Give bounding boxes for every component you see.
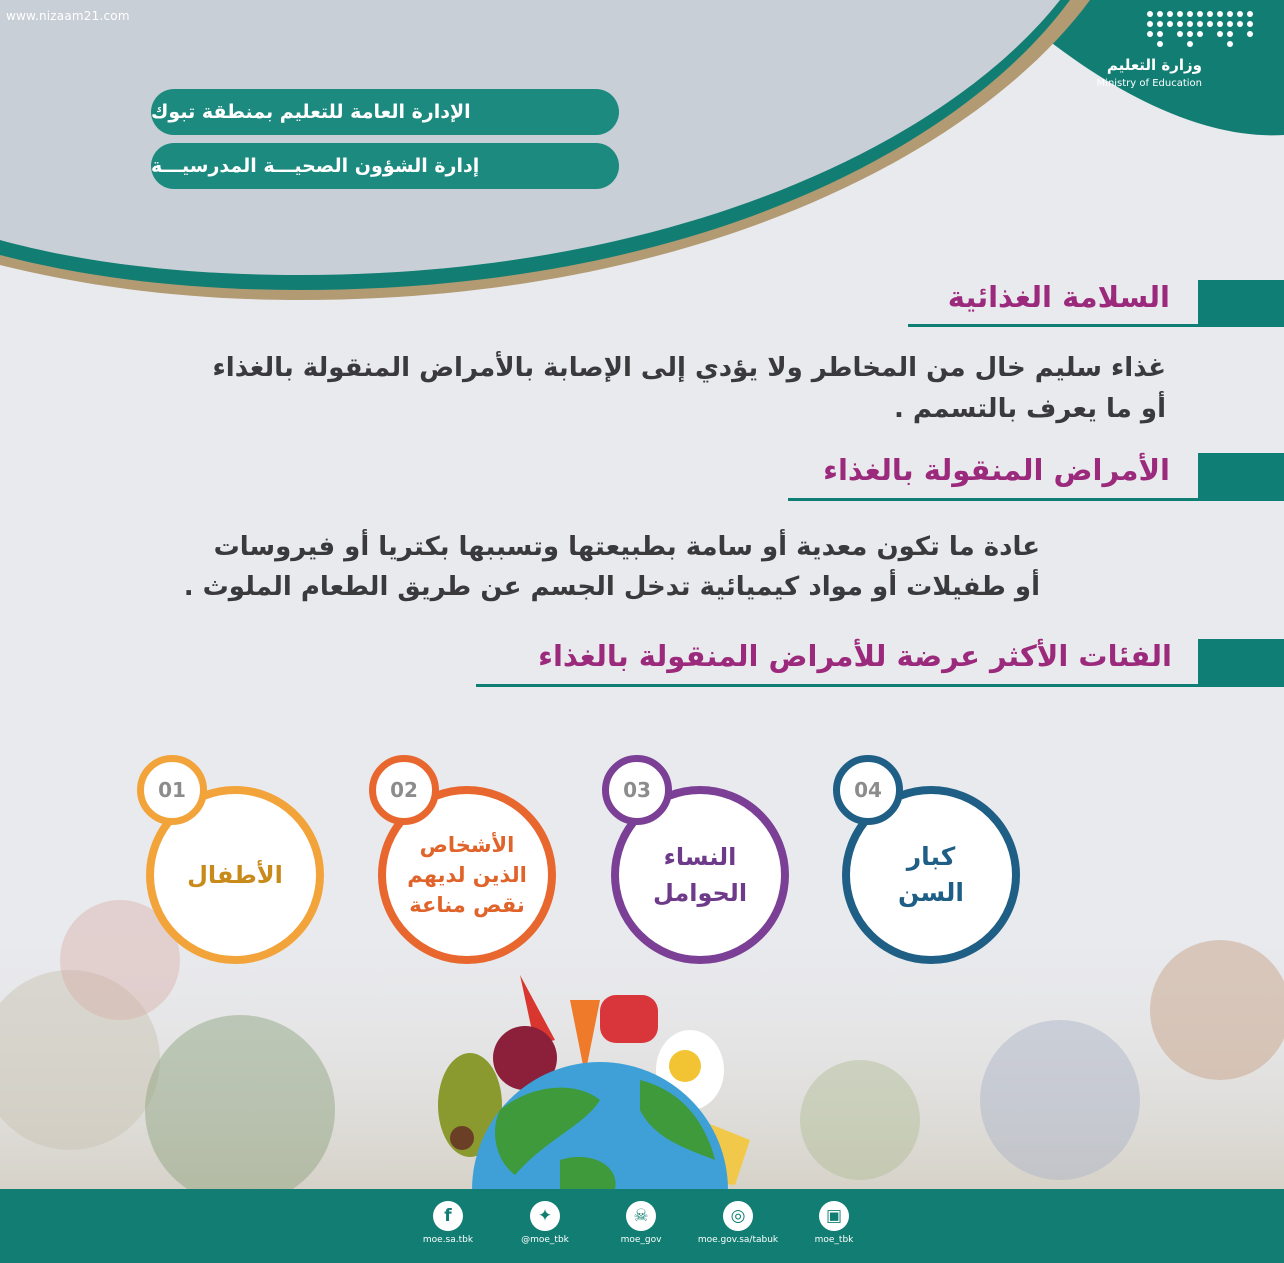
heading-underline bbox=[908, 324, 1284, 327]
watermark: www.nizaam21.com bbox=[6, 9, 130, 23]
social-snapchat[interactable] bbox=[596, 1201, 686, 1245]
group-label-line-3: نقص مناعة bbox=[409, 893, 525, 917]
group-number-badge: 04 bbox=[833, 755, 903, 825]
social-website[interactable] bbox=[693, 1201, 783, 1245]
social-label: @moe_tbk bbox=[521, 1235, 569, 1245]
group-label-line-2: السن bbox=[898, 878, 964, 907]
sprouts-shape bbox=[800, 1060, 920, 1180]
blueberries-shape bbox=[980, 1020, 1140, 1180]
ministry-name-ar: وزارة التعليم bbox=[1106, 56, 1202, 74]
nuts-shape bbox=[1150, 940, 1284, 1080]
section-title-groups: الفئات الأكثر عرضة للأمراض المنقولة بالغذاء bbox=[538, 639, 1172, 673]
section-title-food-safety: السلامة الغذائية bbox=[947, 280, 1170, 314]
group-label-line-2: الحوامل bbox=[652, 879, 748, 907]
food-safety-line-1: غذاء سليم خال من المخاطر ولا يؤدي إلى الإصابة بالأمراض المنقولة بالغذاء bbox=[212, 353, 1166, 383]
globe-icon[interactable]: ◎ bbox=[723, 1201, 753, 1231]
group-label-line-2: الذين لديهم bbox=[407, 863, 527, 887]
social-instagram[interactable] bbox=[789, 1201, 879, 1245]
instagram-icon[interactable]: ▣ bbox=[819, 1201, 849, 1231]
heading-underline bbox=[476, 684, 1284, 687]
group-label-line-1: الأشخاص bbox=[419, 833, 515, 857]
heading-accent-bar bbox=[1198, 453, 1284, 498]
food-safety-line-2: أو ما يعرف بالتسمم . bbox=[893, 394, 1166, 424]
heading-underline bbox=[788, 498, 1284, 501]
facebook-icon[interactable]: f bbox=[433, 1201, 463, 1231]
social-facebook[interactable] bbox=[403, 1201, 493, 1245]
group-label-line-1: النساء bbox=[663, 843, 737, 871]
heading-accent-bar bbox=[1198, 280, 1284, 325]
department-pill-health: إدارة الشؤون الصحيـــة المدرسيـــة bbox=[151, 143, 619, 189]
group-label-line-1: كبار bbox=[906, 842, 956, 871]
twitter-icon[interactable]: ✦ bbox=[530, 1201, 560, 1231]
social-label: moe_gov bbox=[620, 1235, 662, 1245]
social-label: moe.gov.sa/tabuk bbox=[697, 1235, 779, 1245]
group-number-badge: 01 bbox=[137, 755, 207, 825]
foodborne-line-1: عادة ما تكون معدية أو سامة بطبيعتها وتسببها بكتريا أو فيروسات bbox=[213, 532, 1040, 562]
group-number-badge: 03 bbox=[602, 755, 672, 825]
group-number-badge: 02 bbox=[369, 755, 439, 825]
section-title-foodborne: الأمراض المنقولة بالغذاء bbox=[823, 453, 1170, 487]
ministry-name-en: Ministry of Education bbox=[1096, 78, 1202, 89]
broccoli-shape bbox=[145, 1015, 335, 1205]
avocado-seed bbox=[450, 1126, 474, 1150]
egg-yolk bbox=[669, 1050, 701, 1082]
heading-accent-bar bbox=[1198, 639, 1284, 684]
meat-shape bbox=[600, 995, 658, 1043]
group-label-line-1: الأطفال bbox=[187, 861, 283, 889]
social-twitter[interactable] bbox=[500, 1201, 590, 1245]
social-label: moe_tbk bbox=[814, 1235, 854, 1245]
department-pill-general: الإدارة العامة للتعليم بمنطقة تبوك bbox=[151, 89, 619, 135]
foodborne-line-2: أو طفيلات أو مواد كيميائية تدخل الجسم عن طريق الطعام الملوث . bbox=[183, 572, 1040, 602]
social-label: moe.sa.tbk bbox=[422, 1235, 474, 1245]
snapchat-icon[interactable]: ☠ bbox=[626, 1201, 656, 1231]
